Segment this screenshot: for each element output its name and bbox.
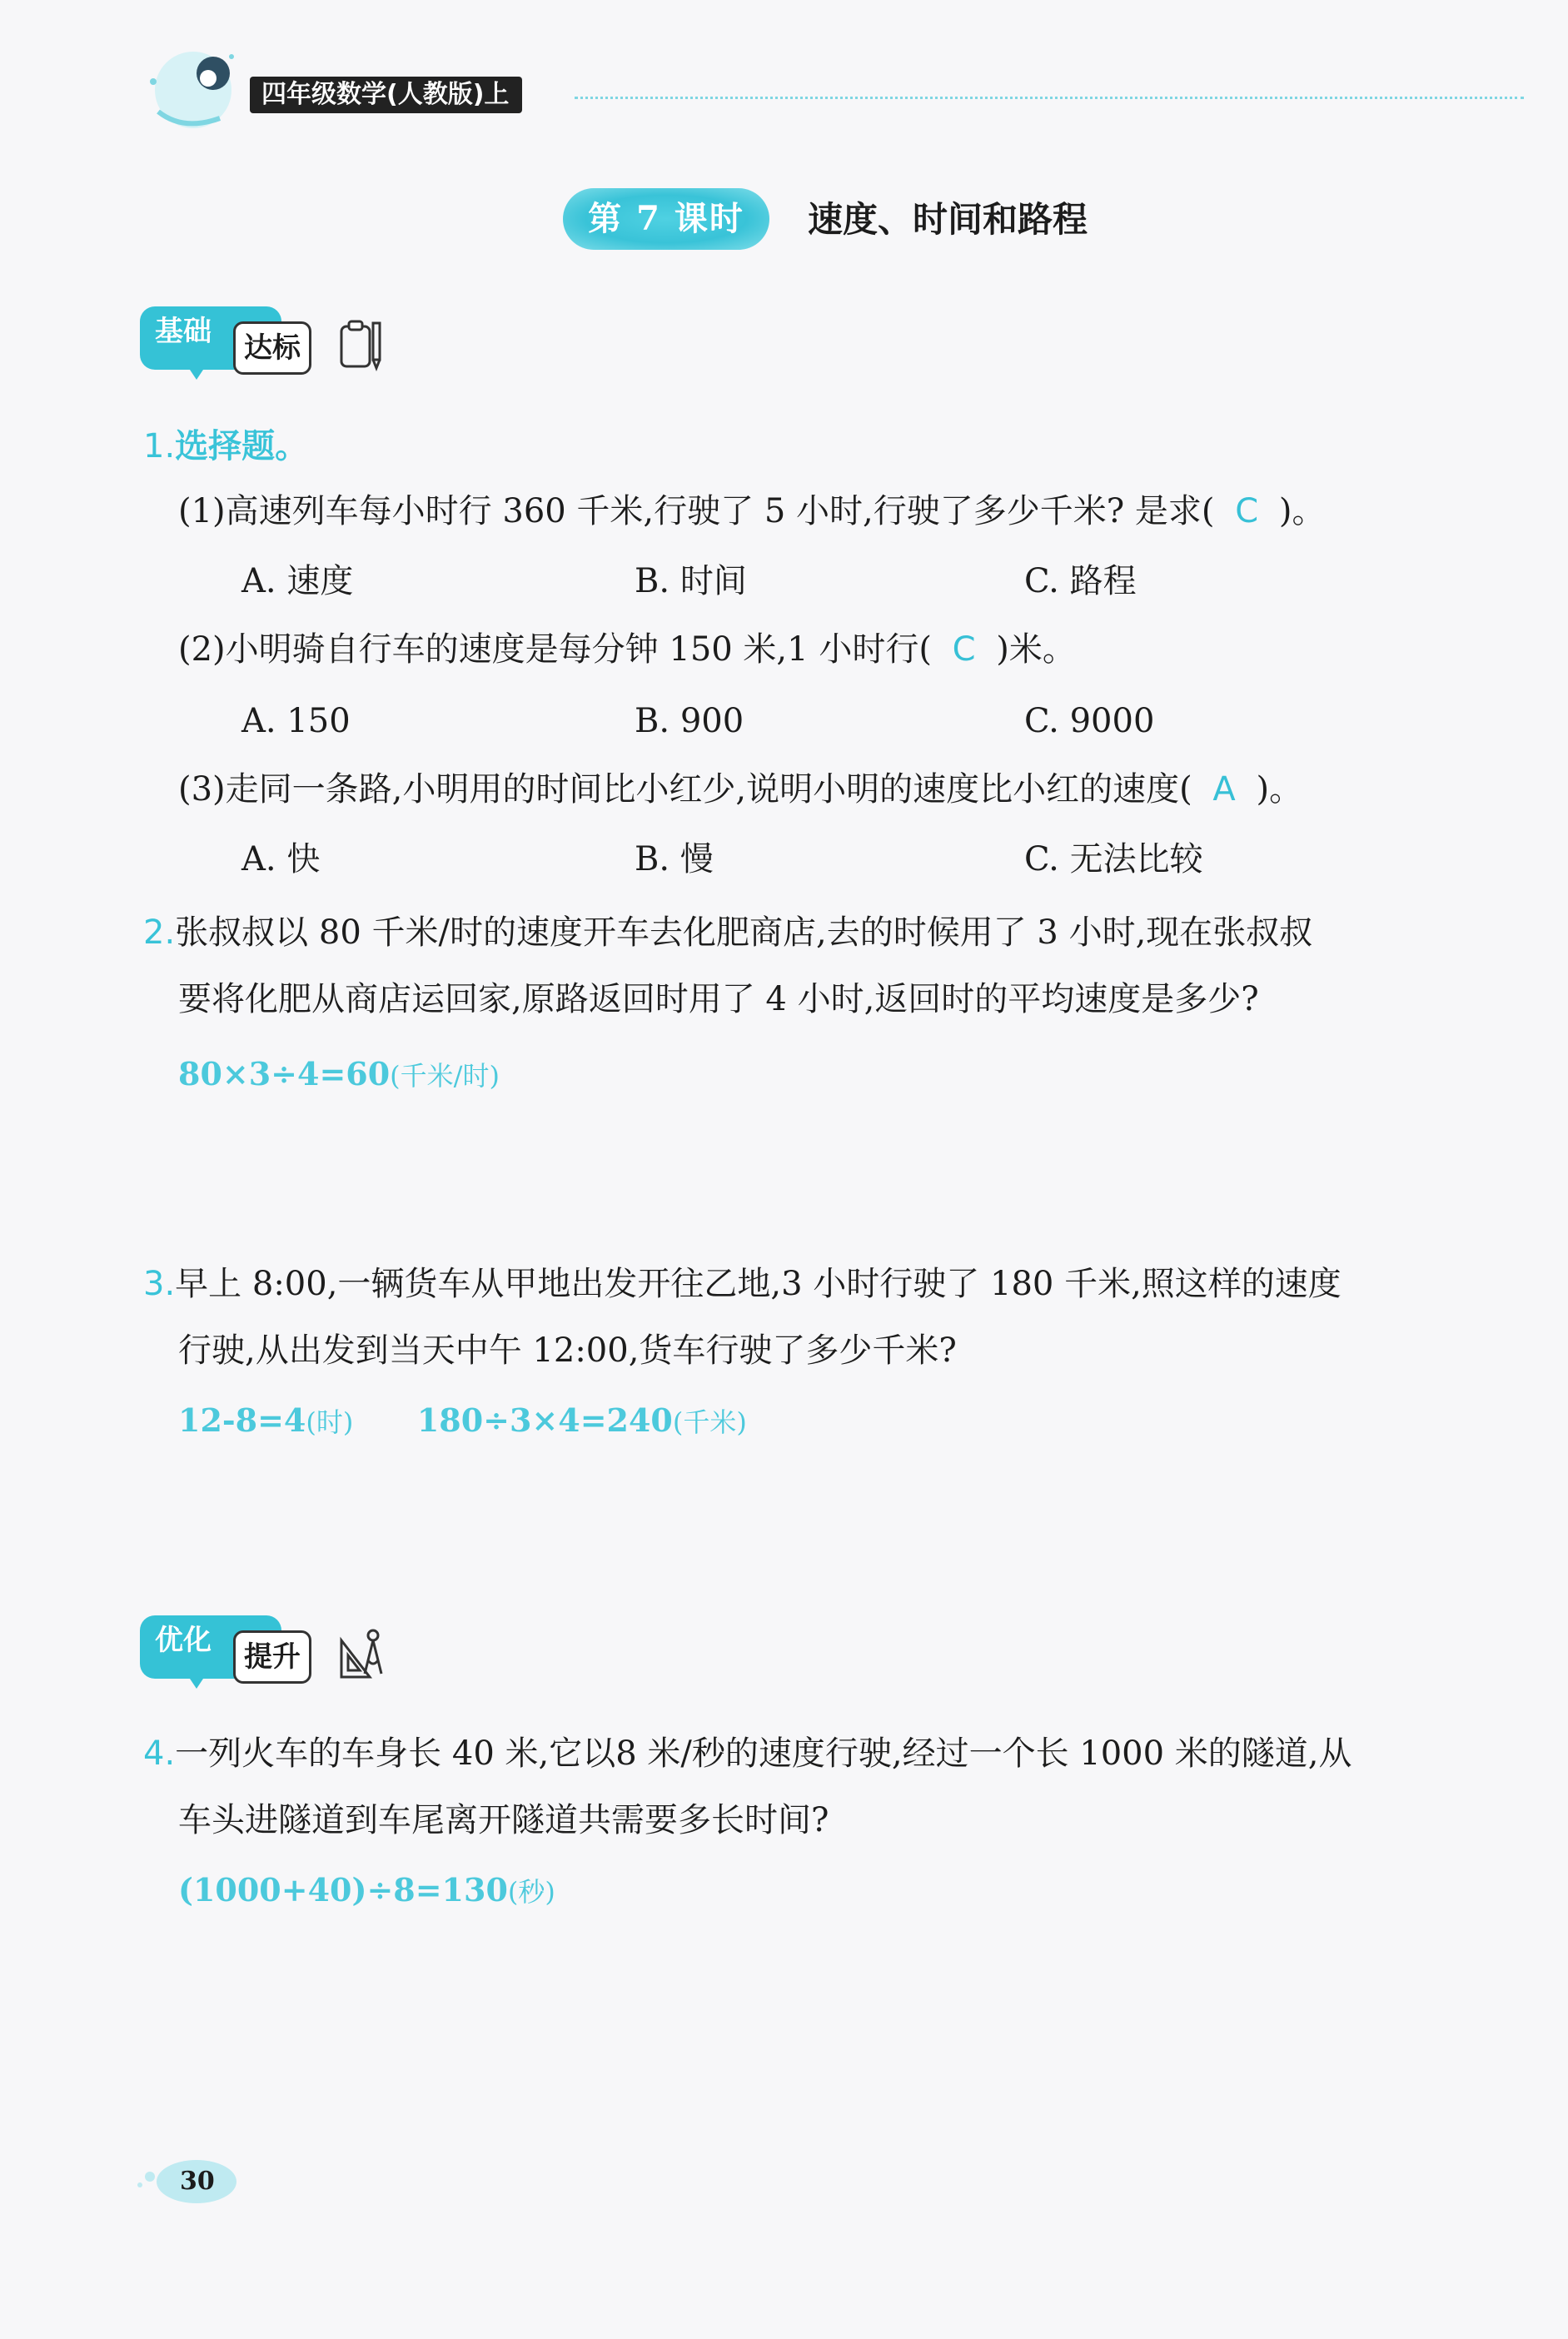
question-text: 一列火车的车身长 40 米,它以8 米/秒的速度行驶,经过一个长 1000 米的隧道,从 (175, 1734, 1352, 1773)
section-tab-tail (187, 1674, 207, 1689)
question-number: 4. (143, 1734, 176, 1773)
stem-text: (2)小明骑自行车的速度是每分钟 150 米,1 小时行( (178, 630, 932, 669)
answer-equation-1: 12-8=4 (178, 1401, 306, 1439)
stem-text-end: )。 (1278, 492, 1326, 530)
option-a: A. 150 (241, 702, 351, 740)
stem-text: (1)高速列车每小时行 360 千米,行驶了 5 小时,行驶了多少千米? 是求( (178, 492, 1215, 530)
option-b: B. 时间 (635, 562, 747, 600)
section-main-label: 基础 (155, 315, 212, 348)
question-4-line-2: 车头进隧道到车尾离开隧道共需要多长时间? (178, 1801, 829, 1839)
stem-text-end: )。 (1256, 770, 1303, 809)
question-1-3-stem (178, 766, 1302, 813)
question-number: 3. (143, 1265, 176, 1303)
question-2-line-2: 要将化肥从商店运回家,原路返回时用了 4 小时,返回时的平均速度是多少? (178, 980, 1259, 1018)
answer-unit-2: (千米) (672, 1406, 747, 1438)
section-main-label: 优化 (155, 1624, 212, 1657)
answer-equation: (1000+40)÷8=130 (178, 1871, 508, 1909)
header-divider (575, 97, 1524, 99)
option-c: C. 9000 (1024, 702, 1155, 740)
answer-choice: C (1235, 492, 1259, 530)
option-b: B. 900 (635, 702, 744, 740)
answer-choice: C (952, 630, 976, 669)
ruler-compass-icon (336, 1624, 386, 1682)
stem-text-end: )米。 (996, 630, 1076, 669)
question-1-title: 选择题。 (175, 427, 309, 465)
question-2-answer (178, 1051, 500, 1099)
question-3-answer (178, 1397, 747, 1446)
answer-equation-2: 180÷3×4=240 (416, 1401, 673, 1439)
section-basic-label (140, 306, 406, 390)
book-title-tag (250, 77, 522, 113)
question-3-line-1 (143, 1261, 1342, 1307)
question-2-line-1 (143, 909, 1312, 956)
answer-unit-1: (时) (306, 1406, 354, 1438)
option-b: B. 慢 (635, 840, 714, 878)
book-edition: (人教版)上 (386, 80, 510, 109)
question-number: 1. (143, 427, 176, 465)
section-advanced-label (140, 1615, 406, 1699)
book-mascot-logo (133, 32, 250, 140)
question-1-heading (143, 423, 308, 470)
lesson-title: 速度、时间和路程 (808, 199, 1088, 240)
question-4-answer (178, 1867, 555, 1915)
section-tab-tail (187, 365, 207, 380)
answer-equation: 80×3÷4=60 (178, 1055, 391, 1092)
answer-unit: (秒) (507, 1876, 555, 1908)
question-4-line-1 (143, 1730, 1352, 1777)
option-a: A. 速度 (241, 562, 354, 600)
answer-choice: A (1212, 770, 1236, 809)
page-number: 30 (180, 2167, 215, 2196)
question-number: 2. (143, 913, 176, 952)
section-sub-label: 提升 (233, 1630, 311, 1684)
option-a: A. 快 (241, 840, 321, 878)
option-c: C. 路程 (1024, 562, 1137, 600)
clipboard-pen-icon (336, 315, 386, 373)
stem-text: (3)走同一条路,小明用的时间比小红少,说明小明的速度比小红的速度( (178, 770, 1192, 809)
book-title: 四年级数学 (261, 80, 386, 109)
question-1-2-stem (178, 626, 1076, 673)
lesson-badge: 第 7 课时 (563, 188, 769, 250)
answer-unit: (千米/时) (390, 1060, 500, 1092)
question-text: 张叔叔以 80 千米/时的速度开车去化肥商店,去的时候用了 3 小时,现在张叔叔 (175, 913, 1313, 952)
question-text: 早上 8:00,一辆货车从甲地出发开往乙地,3 小时行驶了 180 千米,照这样的速度 (175, 1265, 1342, 1303)
option-c: C. 无法比较 (1024, 840, 1203, 878)
section-sub-label: 达标 (233, 321, 311, 375)
question-1-1-stem (178, 488, 1326, 535)
question-3-line-2: 行驶,从出发到当天中午 12:00,货车行驶了多少千米? (178, 1331, 957, 1370)
